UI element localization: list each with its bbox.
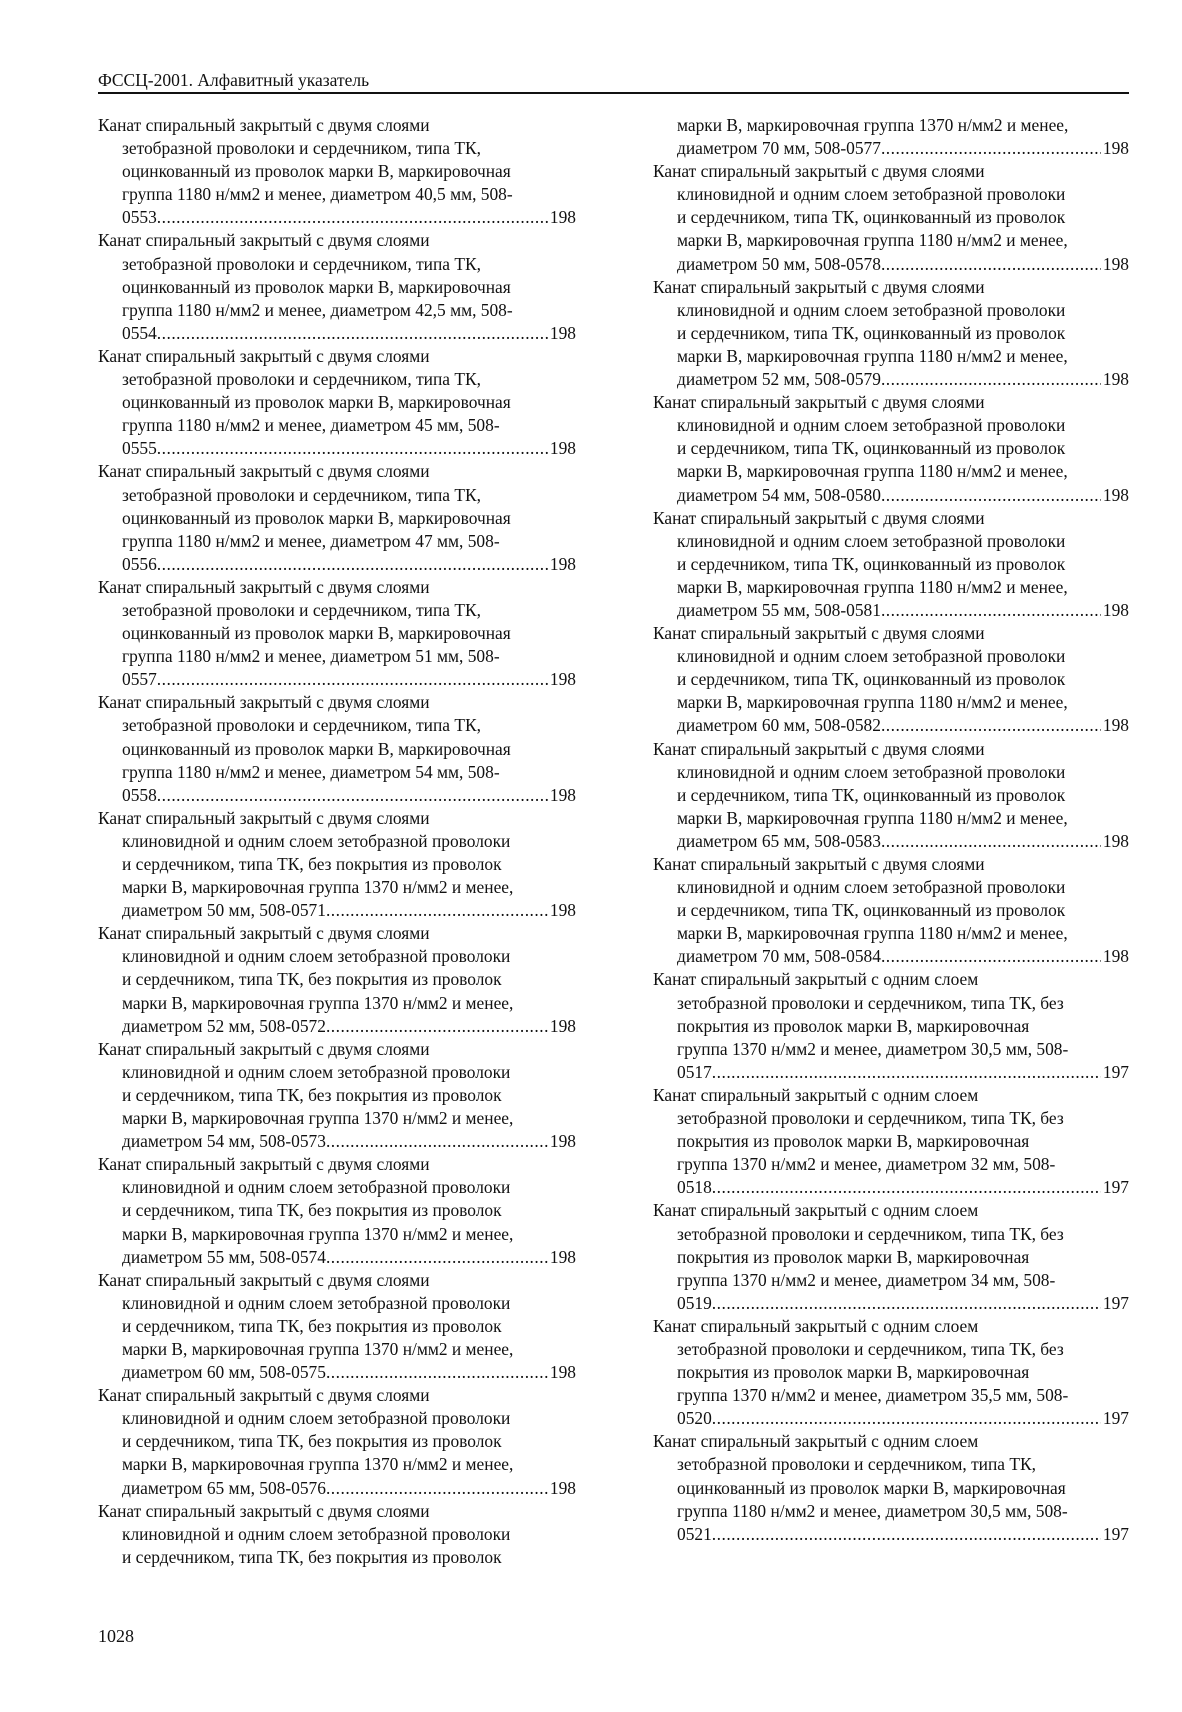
entry-code: диаметром 55 мм, 508-0574 [122,1246,326,1267]
entry-line: клиновидной и одним слоем зетобразной проволоки [677,530,1066,551]
entry-line: Канат спиральный закрытый с двумя слоями [98,1385,430,1406]
entry-page-ref: 198 [1102,484,1129,505]
dot-leader [157,784,548,807]
entry-line: Канат спиральный закрытый с двумя слоями [98,1038,430,1059]
entry-line: Канат спиральный закрытый с двумя слоями [98,1154,430,1175]
entry-line: марки В, маркировочная группа 1180 н/мм2 и менее, [677,345,1068,366]
index-column-right [653,114,1129,1546]
entry-last-line [98,1130,576,1153]
entry-code: диаметром 65 мм, 508-0576 [122,1477,326,1498]
entry-line: и сердечником, типа ТК, без покрытия из проволок [122,1084,502,1105]
entry-line: Канат спиральный закрытый с двумя слоями [98,692,430,713]
entry-line: Канат спиральный закрытый с двумя слоями [653,161,985,182]
entry-last-line [653,1407,1129,1430]
entry-line: и сердечником, типа ТК, без покрытия из проволок [122,1546,502,1567]
index-entry [98,1153,576,1268]
entry-page-ref: 198 [549,1131,576,1152]
dot-leader [326,1361,548,1384]
entry-line: и сердечником, типа ТК, оцинкованный из проволок [677,438,1066,459]
entry-line: покрытия из проволок марки В, маркировочная [677,1015,1030,1036]
entry-line: группа 1180 н/мм2 и менее, диаметром 40,5 мм, 508- [122,184,513,205]
entry-line: марки В, маркировочная группа 1370 н/мм2 и менее, [677,115,1069,135]
dot-leader [326,899,548,922]
entry-line: марки В, маркировочная группа 1370 н/мм2 и менее, [122,992,514,1013]
entry-line: Канат спиральный закрытый с двумя слоями [98,923,430,944]
entry-line: и сердечником, типа ТК, оцинкованный из проволок [677,784,1066,805]
entry-code: 0553 [122,207,157,228]
dot-leader [157,553,548,576]
entry-line: Канат спиральный закрытый с двумя слоями [98,461,430,482]
entry-line: зетобразной проволоки и сердечником, типа ТК, [122,253,481,274]
index-entry [653,160,1129,275]
index-entry [653,853,1129,968]
entry-line: оцинкованный из проволок марки В, маркировочная [122,161,511,182]
dot-leader [712,1292,1101,1315]
entry-line: клиновидной и одним слоем зетобразной проволоки [122,1292,511,1313]
entry-code: 0521 [677,1523,712,1544]
entry-line: Канат спиральный закрытый с двумя слоями [653,738,985,759]
entry-line: клиновидной и одним слоем зетобразной проволоки [677,184,1066,205]
entry-page-ref: 198 [1102,946,1129,967]
entry-page-ref: 198 [549,207,576,228]
entry-last-line [653,830,1129,853]
entry-last-line [653,945,1129,968]
entry-line: марки В, маркировочная группа 1180 н/мм2 и менее, [677,576,1068,597]
entry-last-line [98,1246,576,1269]
entry-line: группа 1370 н/мм2 и менее, диаметром 35,5 мм, 508- [677,1385,1069,1406]
entry-last-line [653,137,1129,160]
index-entry [653,507,1129,622]
index-column-left [98,114,576,1569]
entry-line: клиновидной и одним слоем зетобразной проволоки [122,946,511,967]
entry-line: марки В, маркировочная группа 1370 н/мм2 и менее, [122,1454,514,1475]
entry-code: диаметром 54 мм, 508-0573 [122,1131,326,1152]
entry-line: группа 1180 н/мм2 и менее, диаметром 30,5 мм, 508- [677,1500,1068,1521]
entry-last-line [98,437,576,460]
index-entry [98,114,576,229]
dot-leader [326,1015,548,1038]
entry-code: диаметром 70 мм, 508-0577 [677,138,881,159]
entry-page-ref: 198 [549,900,576,921]
index-entry [653,1084,1129,1199]
index-entry [653,391,1129,506]
index-entry [653,114,1129,160]
entry-line: Канат спиральный закрытый с двумя слоями [98,807,430,828]
entry-line: зетобразной проволоки и сердечником, типа ТК, без [677,992,1064,1013]
entry-line: и сердечником, типа ТК, оцинкованный из проволок [677,553,1066,574]
entry-line: и сердечником, типа ТК, оцинкованный из проволок [677,207,1066,228]
entry-line: оцинкованный из проволок марки В, маркировочная [122,507,511,528]
index-entry [98,345,576,460]
entry-page-ref: 197 [1102,1061,1129,1082]
index-entry [98,922,576,1037]
entry-line: Канат спиральный закрытый с одним слоем [653,1200,979,1221]
entry-line: оцинкованный из проволок марки В, маркировочная [122,623,511,644]
entry-line: группа 1370 н/мм2 и менее, диаметром 32 мм, 508- [677,1154,1056,1175]
dot-leader [712,1176,1101,1199]
entry-last-line [653,253,1129,276]
entry-line: Канат спиральный закрытый с двумя слоями [98,230,430,251]
entry-line: марки В, маркировочная группа 1180 н/мм2 и менее, [677,230,1068,251]
entry-line: и сердечником, типа ТК, без покрытия из проволок [122,854,502,874]
dot-leader [157,322,548,345]
entry-line: клиновидной и одним слоем зетобразной проволоки [677,877,1066,898]
entry-line: и сердечником, типа ТК, без покрытия из проволок [122,1200,502,1221]
entry-last-line [653,599,1129,622]
entry-code: 0558 [122,784,157,805]
entry-line: марки В, маркировочная группа 1180 н/мм2 и менее, [677,461,1068,482]
entry-page-ref: 198 [549,1015,576,1036]
index-entry [98,460,576,575]
entry-line: группа 1180 н/мм2 и менее, диаметром 45 мм, 508- [122,415,500,436]
index-entry-continued [98,1500,576,1569]
dot-leader [881,945,1101,968]
entry-line: зетобразной проволоки и сердечником, типа ТК, [677,1454,1036,1475]
entry-page-ref: 198 [549,784,576,805]
entry-line: Канат спиральный закрытый с двумя слоями [98,345,430,366]
index-entry [98,807,576,922]
entry-last-line [98,553,576,576]
entry-line: зетобразной проволоки и сердечником, типа ТК, без [677,1108,1064,1129]
dot-leader [326,1246,548,1269]
entry-page-ref: 197 [1102,1177,1129,1198]
entry-code: диаметром 54 мм, 508-0580 [677,484,881,505]
entry-page-ref: 198 [1102,715,1129,736]
entry-line: клиновидной и одним слоем зетобразной проволоки [677,415,1066,436]
entry-code: диаметром 60 мм, 508-0575 [122,1362,326,1383]
entry-last-line [98,668,576,691]
entry-line: клиновидной и одним слоем зетобразной проволоки [677,299,1066,320]
entry-line: клиновидной и одним слоем зетобразной проволоки [677,646,1066,667]
entry-code: диаметром 52 мм, 508-0572 [122,1015,326,1036]
entry-line: Канат спиральный закрытый с двумя слоями [98,576,430,597]
entry-page-ref: 197 [1102,1408,1129,1429]
dot-leader [881,368,1101,391]
index-entry [653,968,1129,1083]
index-entry [98,691,576,806]
entry-code: 0557 [122,669,157,690]
entry-line: оцинкованный из проволок марки В, маркировочная [122,276,511,297]
entry-line: Канат спиральный закрытый с двумя слоями [653,276,985,297]
dot-leader [712,1061,1101,1084]
entry-line: зетобразной проволоки и сердечником, типа ТК, [122,599,481,620]
index-entry [653,1315,1129,1430]
entry-line: покрытия из проволок марки В, маркировочная [677,1246,1030,1267]
entry-line: группа 1180 н/мм2 и менее, диаметром 51 мм, 508- [122,646,500,667]
entry-code: диаметром 50 мм, 508-0571 [122,900,326,921]
entry-last-line [98,784,576,807]
entry-code: 0556 [122,553,157,574]
dot-leader [881,714,1101,737]
entry-line: зетобразной проволоки и сердечником, типа ТК, [122,484,481,505]
entry-last-line [98,899,576,922]
entry-page-ref: 197 [1102,1523,1129,1544]
index-entry [653,738,1129,853]
index-entry [653,1199,1129,1314]
entry-page-ref: 197 [1102,1292,1129,1313]
entry-line: Канат спиральный закрытый с двумя слоями [653,854,985,874]
index-entry [653,622,1129,737]
entry-code: диаметром 70 мм, 508-0584 [677,946,881,967]
entry-line: клиновидной и одним слоем зетобразной проволоки [122,1523,511,1544]
dot-leader [157,668,548,691]
entry-line: Канат спиральный закрытый с двумя слоями [98,115,430,135]
entry-last-line [653,368,1129,391]
dot-leader [881,484,1101,507]
entry-line: покрытия из проволок марки В, маркировочная [677,1131,1030,1152]
page-number: 1028 [98,1626,134,1646]
entry-line: группа 1180 н/мм2 и менее, диаметром 47 мм, 508- [122,530,500,551]
entry-line: клиновидной и одним слоем зетобразной проволоки [122,830,511,851]
entry-last-line [98,1015,576,1038]
entry-line: марки В, маркировочная группа 1180 н/мм2 и менее, [677,923,1068,944]
entry-page-ref: 198 [549,553,576,574]
entry-line: Канат спиральный закрытый с одним слоем [653,969,979,990]
entry-last-line [653,714,1129,737]
index-entry [98,1269,576,1384]
entry-page-ref: 198 [549,322,576,343]
entry-code: диаметром 60 мм, 508-0582 [677,715,881,736]
entry-page-ref: 198 [549,669,576,690]
dot-leader [881,253,1101,276]
entry-line: покрытия из проволок марки В, маркировочная [677,1362,1030,1383]
entry-line: марки В, маркировочная группа 1370 н/мм2 и менее, [122,1223,514,1244]
entry-line: Канат спиральный закрытый с одним слоем [653,1431,979,1452]
entry-line: оцинкованный из проволок марки В, маркировочная [677,1477,1066,1498]
entry-code: диаметром 65 мм, 508-0583 [677,830,881,851]
entry-code: диаметром 52 мм, 508-0579 [677,369,881,390]
dot-leader [157,437,548,460]
entry-line: группа 1370 н/мм2 и менее, диаметром 30,5 мм, 508- [677,1038,1069,1059]
entry-code: диаметром 55 мм, 508-0581 [677,599,881,620]
entry-line: и сердечником, типа ТК, без покрытия из проволок [122,1431,502,1452]
entry-last-line [653,484,1129,507]
entry-last-line [653,1292,1129,1315]
index-entry [653,276,1129,391]
entry-last-line [653,1523,1129,1546]
entry-line: зетобразной проволоки и сердечником, типа ТК, [122,715,481,736]
entry-line: группа 1370 н/мм2 и менее, диаметром 34 мм, 508- [677,1269,1056,1290]
dot-leader [326,1130,548,1153]
dot-leader [712,1407,1101,1430]
entry-line: Канат спиральный закрытый с двумя слоями [653,507,985,528]
entry-line: Канат спиральный закрытый с двумя слоями [98,1269,430,1290]
entry-line: Канат спиральный закрытый с двумя слоями [653,623,985,644]
entry-last-line [98,1477,576,1500]
entry-code: 0520 [677,1408,712,1429]
dot-leader [881,137,1101,160]
entry-line: клиновидной и одним слоем зетобразной проволоки [677,761,1066,782]
entry-line: Канат спиральный закрытый с одним слоем [653,1084,979,1105]
entry-line: клиновидной и одним слоем зетобразной проволоки [122,1177,511,1198]
dot-leader [712,1523,1101,1546]
entry-line: марки В, маркировочная группа 1370 н/мм2 и менее, [122,1338,514,1359]
entry-last-line [98,322,576,345]
entry-page-ref: 198 [1102,253,1129,274]
entry-line: зетобразной проволоки и сердечником, типа ТК, [122,138,481,159]
entry-line: и сердечником, типа ТК, оцинкованный из проволок [677,322,1066,343]
entry-line: и сердечником, типа ТК, без покрытия из проволок [122,1315,502,1336]
index-entry [98,1038,576,1153]
index-entry [98,1384,576,1499]
entry-line: клиновидной и одним слоем зетобразной проволоки [122,1061,511,1082]
entry-line: группа 1180 н/мм2 и менее, диаметром 54 мм, 508- [122,761,500,782]
index-entry [653,1430,1129,1545]
entry-last-line [653,1176,1129,1199]
entry-line: марки В, маркировочная группа 1370 н/мм2 и менее, [122,1108,514,1129]
entry-code: 0554 [122,322,157,343]
entry-line: Канат спиральный закрытый с одним слоем [653,1315,979,1336]
entry-last-line [98,1361,576,1384]
dot-leader [881,830,1101,853]
entry-page-ref: 198 [549,1362,576,1383]
entry-page-ref: 198 [1102,599,1129,620]
entry-code: 0517 [677,1061,712,1082]
entry-line: оцинкованный из проволок марки В, маркировочная [122,392,511,413]
entry-code: диаметром 50 мм, 508-0578 [677,253,881,274]
dot-leader [326,1477,548,1500]
entry-last-line [653,1061,1129,1084]
index-entry [98,576,576,691]
entry-page-ref: 198 [549,438,576,459]
entry-line: зетобразной проволоки и сердечником, типа ТК, без [677,1338,1064,1359]
entry-line: зетобразной проволоки и сердечником, типа ТК, [122,369,481,390]
entry-line: оцинкованный из проволок марки В, маркировочная [122,738,511,759]
dot-leader [157,206,548,229]
entry-page-ref: 198 [1102,138,1129,159]
entry-line: Канат спиральный закрытый с двумя слоями [98,1500,430,1521]
entry-page-ref: 198 [549,1477,576,1498]
index-entry [98,229,576,344]
entry-line: клиновидной и одним слоем зетобразной проволоки [122,1408,511,1429]
entry-line: марки В, маркировочная группа 1370 н/мм2 и менее, [122,877,514,898]
entry-page-ref: 198 [1102,830,1129,851]
entry-code: 0518 [677,1177,712,1198]
page-header [98,70,1129,94]
entry-code: 0555 [122,438,157,459]
entry-line: зетобразной проволоки и сердечником, типа ТК, без [677,1223,1064,1244]
entry-code: 0519 [677,1292,712,1313]
entry-line: марки В, маркировочная группа 1180 н/мм2 и менее, [677,692,1068,713]
entry-line: Канат спиральный закрытый с двумя слоями [653,392,985,413]
header-title: ФССЦ-2001. Алфавитный указатель [98,70,370,90]
entry-page-ref: 198 [1102,369,1129,390]
entry-last-line [98,206,576,229]
entry-page-ref: 198 [549,1246,576,1267]
entry-line: группа 1180 н/мм2 и менее, диаметром 42,5 мм, 508- [122,299,513,320]
entry-line: и сердечником, типа ТК, без покрытия из проволок [122,969,502,990]
entry-line: и сердечником, типа ТК, оцинкованный из проволок [677,900,1066,921]
dot-leader [881,599,1101,622]
entry-line: марки В, маркировочная группа 1180 н/мм2 и менее, [677,807,1068,828]
entry-line: и сердечником, типа ТК, оцинкованный из проволок [677,669,1066,690]
